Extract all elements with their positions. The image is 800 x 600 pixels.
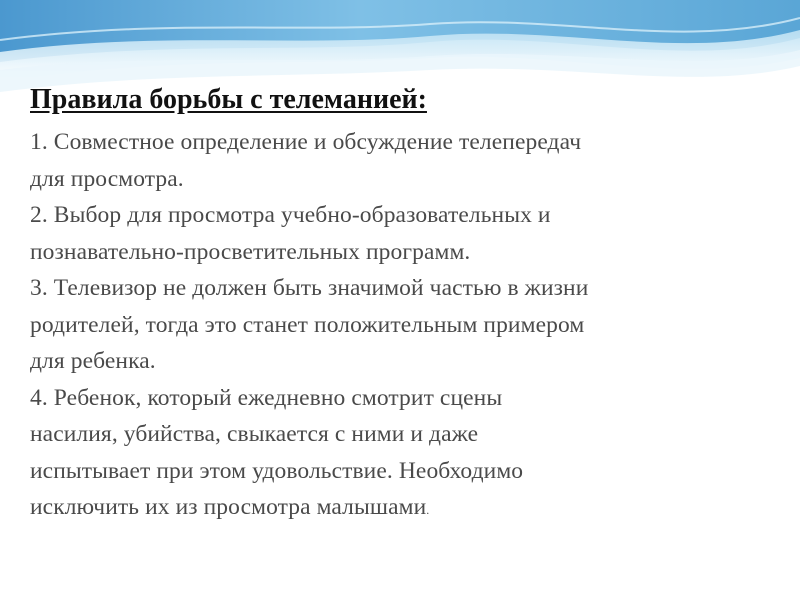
rule-3 (30, 270, 775, 380)
rule-4-line-3: испытывает при этом удовольствие. Необходимо (30, 457, 524, 484)
rule-3-line-3: для ребенка. (30, 348, 156, 374)
rule-4 (30, 380, 775, 529)
rule-4-line-4-text: исключить их из просмотра малышами (30, 494, 427, 520)
slide-content (30, 82, 775, 529)
rule-2-line-1: 2. Выбор для просмотра учебно-образовательных и (30, 202, 551, 228)
rule-2-line-2: познавательно-просветительных программ. (30, 238, 471, 265)
rule-4-line-4 (30, 489, 775, 529)
rule-2 (30, 197, 775, 270)
slide-title: Правила борьбы с телеманией: (30, 84, 427, 115)
rule-4-line-1: 4. Ребенок, который ежедневно смотрит сцены (30, 384, 503, 411)
rule-4-line-2: насилия, убийства, свыкается с ними и даже (30, 421, 479, 447)
rule-1-line-1: 1. Совместное определение и обсуждение телепередач (30, 129, 582, 155)
rule-3-line-1: 3. Телевизор не должен быть значимой частью в жизни (30, 275, 589, 301)
rule-1-line-2: для просмотра. (30, 165, 184, 192)
rule-3-line-2: родителей, тогда это станет положительным примером (30, 311, 585, 338)
final-dot: . (426, 503, 430, 517)
rule-1 (30, 124, 775, 197)
